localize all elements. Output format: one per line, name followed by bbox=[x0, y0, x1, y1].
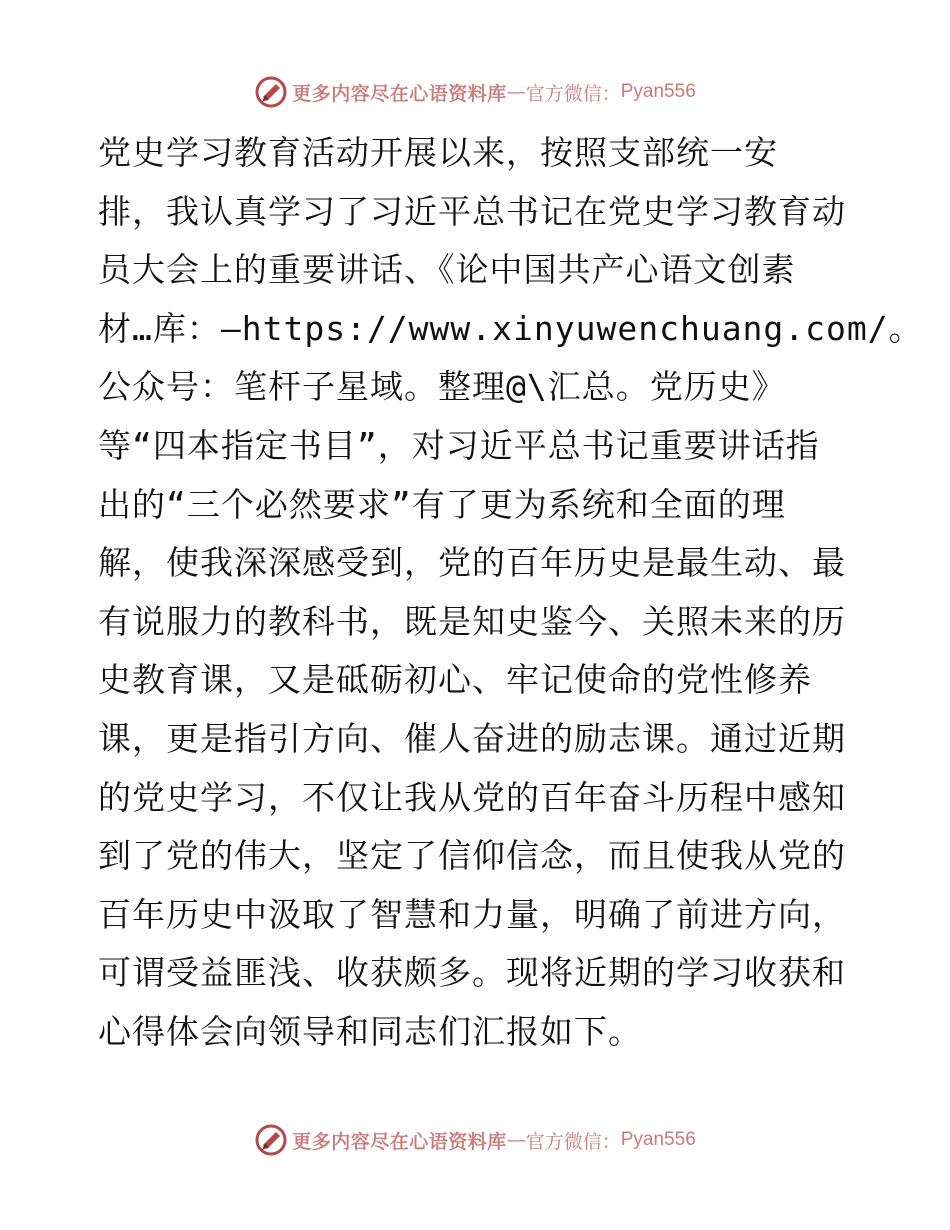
body-line: 百年历史中汲取了智慧和力量，明确了前进方向， bbox=[98, 894, 846, 934]
body-line: 到了党的伟大，坚定了信仰信念，而且使我从党的 bbox=[98, 836, 846, 876]
body-line: 公众号：笔杆子星域。整理@\汇总。党历史》 bbox=[98, 367, 786, 407]
banner-wechat-id: Pyan556 bbox=[620, 81, 696, 102]
body-line: 的党史学习，不仅让我从党的百年奋斗历程中感知 bbox=[98, 777, 846, 817]
banner-wechat-label: 官方微信： bbox=[525, 82, 621, 105]
body-line: 史教育课，又是砥砺初心、牢记使命的党性修养 bbox=[98, 660, 812, 700]
body-line: 等“四本指定书目”，对习近平总书记重要讲话指 bbox=[98, 425, 820, 465]
banner-wechat-id: Pyan556 bbox=[620, 1129, 696, 1150]
banner-slogan: 更多内容尽在心语资料库 bbox=[292, 82, 507, 105]
banner-dash: — bbox=[506, 1129, 526, 1151]
body-line: 出的“三个必然要求”有了更为系统和全面的理 bbox=[98, 484, 786, 524]
footer-banner bbox=[0, 1120, 950, 1160]
brand-logo-icon bbox=[254, 1123, 288, 1157]
body-line: 有说服力的教科书，既是知史鉴今、关照未来的历 bbox=[98, 601, 846, 641]
body-line: 解，使我深深感受到，党的百年历史是最生动、最 bbox=[98, 543, 846, 583]
body-line: 课，更是指引方向、催人奋进的励志课。通过近期 bbox=[98, 718, 846, 758]
banner-wechat-label: 官方微信： bbox=[525, 1130, 621, 1153]
body-line: 党史学习教育活动开展以来，按照支部统一安 bbox=[98, 133, 778, 172]
body-line-link: 材…库：—https://www.xinyuwenchuang.com/。 bbox=[98, 308, 923, 348]
body-line: 排，我认真学习了习近平总书记在党史学习教育动 bbox=[98, 191, 846, 231]
header-banner bbox=[0, 72, 950, 112]
brand-logo-icon bbox=[254, 75, 288, 109]
banner-dash: — bbox=[506, 81, 526, 103]
body-line: 可谓受益匪浅、收获颇多。现将近期的学习收获和 bbox=[98, 953, 846, 993]
body-line: 心得体会向领导和同志们汇报如下。 bbox=[98, 1011, 642, 1051]
document-body bbox=[98, 124, 923, 1062]
body-line: 员大会上的重要讲话、《论中国共产心语文创素 bbox=[98, 250, 796, 290]
banner-slogan: 更多内容尽在心语资料库 bbox=[292, 1130, 507, 1153]
